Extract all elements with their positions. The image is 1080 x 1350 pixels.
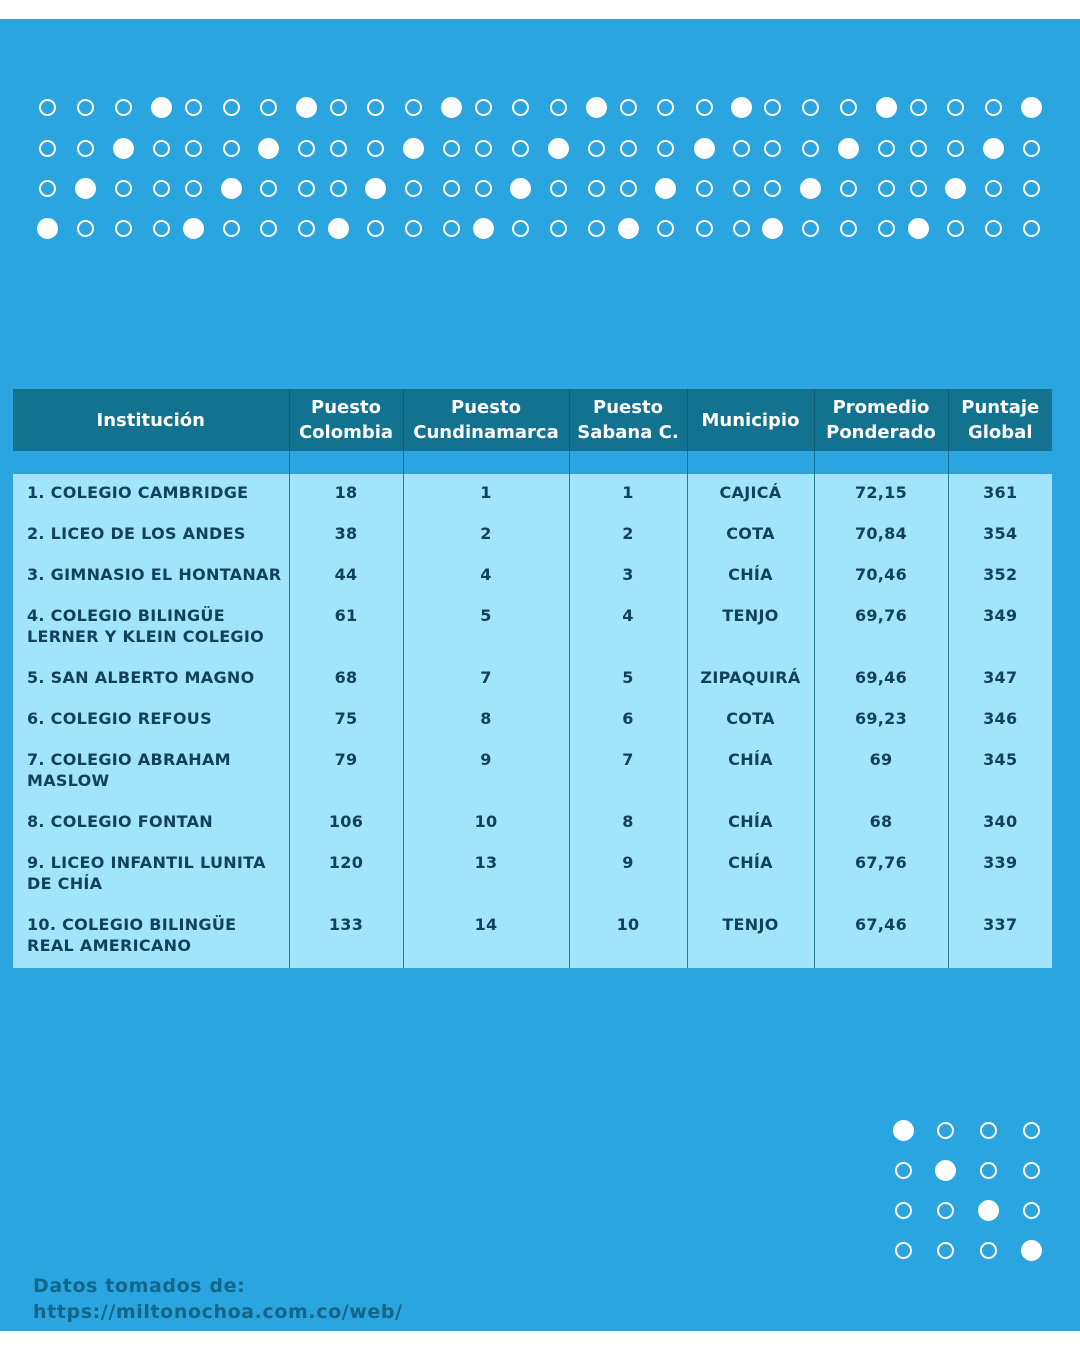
outline-dot xyxy=(1023,1122,1040,1139)
outline-dot xyxy=(405,220,422,237)
cell-municipio: TENJO xyxy=(687,599,814,661)
filled-dot xyxy=(655,178,676,199)
cell-puesto-colombia: 106 xyxy=(289,805,403,846)
outline-dot xyxy=(512,220,529,237)
filled-dot xyxy=(548,138,569,159)
outline-dot xyxy=(802,140,819,157)
filled-dot xyxy=(258,138,279,159)
ranking-table-container xyxy=(13,389,1052,968)
table-row xyxy=(13,702,1052,743)
table-row xyxy=(13,558,1052,599)
cell-puesto-cundinamarca: 5 xyxy=(403,599,569,661)
outline-dot xyxy=(895,1202,912,1219)
outline-dot xyxy=(260,220,277,237)
cell-institucion: 9. LICEO INFANTIL LUNITA DE CHÍA xyxy=(13,846,289,908)
filled-dot xyxy=(731,97,752,118)
outline-dot xyxy=(475,140,492,157)
table-row xyxy=(13,908,1052,968)
filled-dot xyxy=(838,138,859,159)
cell-institucion: 2. LICEO DE LOS ANDES xyxy=(13,517,289,558)
outline-dot xyxy=(115,99,132,116)
cell-municipio: CHÍA xyxy=(687,805,814,846)
cell-puesto-colombia: 75 xyxy=(289,702,403,743)
cell-puesto-cundinamarca: 14 xyxy=(403,908,569,968)
outline-dot xyxy=(1023,140,1040,157)
outline-dot xyxy=(802,220,819,237)
outline-dot xyxy=(588,140,605,157)
outline-dot xyxy=(223,99,240,116)
outline-dot xyxy=(985,220,1002,237)
table-row xyxy=(13,517,1052,558)
filled-dot xyxy=(908,218,929,239)
outline-dot xyxy=(895,1162,912,1179)
outline-dot xyxy=(657,220,674,237)
outline-dot xyxy=(153,220,170,237)
outline-dot xyxy=(443,180,460,197)
filled-dot xyxy=(510,178,531,199)
outline-dot xyxy=(764,140,781,157)
ranking-table xyxy=(13,389,1052,968)
filled-dot xyxy=(37,218,58,239)
cell-institucion: 3. GIMNASIO EL HONTANAR xyxy=(13,558,289,599)
filled-dot xyxy=(113,138,134,159)
cell-puesto-sabana: 3 xyxy=(569,558,687,599)
cell-institucion: 4. COLEGIO BILINGÜE LERNER Y KLEIN COLEGIO xyxy=(13,599,289,661)
cell-puntaje-global: 340 xyxy=(948,805,1052,846)
outline-dot xyxy=(512,140,529,157)
filled-dot xyxy=(945,178,966,199)
filled-dot xyxy=(1021,1240,1042,1261)
outline-dot xyxy=(895,1242,912,1259)
header-municipio: Municipio xyxy=(687,389,814,451)
outline-dot xyxy=(115,180,132,197)
outline-dot xyxy=(980,1122,997,1139)
filled-dot xyxy=(876,97,897,118)
outline-dot xyxy=(405,99,422,116)
outline-dot xyxy=(937,1122,954,1139)
cell-promedio-ponderado: 69,76 xyxy=(814,599,948,661)
cell-promedio-ponderado: 69,46 xyxy=(814,661,948,702)
cell-promedio-ponderado: 67,46 xyxy=(814,908,948,968)
cell-municipio: TENJO xyxy=(687,908,814,968)
cell-puntaje-global: 349 xyxy=(948,599,1052,661)
cell-promedio-ponderado: 70,46 xyxy=(814,558,948,599)
cell-puesto-cundinamarca: 10 xyxy=(403,805,569,846)
outline-dot xyxy=(443,220,460,237)
table-row xyxy=(13,743,1052,805)
filled-dot xyxy=(618,218,639,239)
cell-puesto-colombia: 133 xyxy=(289,908,403,968)
outline-dot xyxy=(39,180,56,197)
source-label: Datos tomados de: xyxy=(33,1275,246,1297)
table-row xyxy=(13,846,1052,908)
outline-dot xyxy=(367,140,384,157)
cell-puesto-colombia: 61 xyxy=(289,599,403,661)
source-url: https://miltonochoa.com.co/web/ xyxy=(33,1301,403,1323)
filled-dot xyxy=(762,218,783,239)
cell-puesto-colombia: 18 xyxy=(289,474,403,517)
cell-puesto-cundinamarca: 7 xyxy=(403,661,569,702)
outline-dot xyxy=(185,140,202,157)
cell-puesto-cundinamarca: 4 xyxy=(403,558,569,599)
outline-dot xyxy=(620,180,637,197)
outline-dot xyxy=(985,99,1002,116)
outline-dot xyxy=(77,220,94,237)
outline-dot xyxy=(840,180,857,197)
outline-dot xyxy=(298,180,315,197)
cell-puntaje-global: 361 xyxy=(948,474,1052,517)
cell-puesto-cundinamarca: 13 xyxy=(403,846,569,908)
cell-institucion: 6. COLEGIO REFOUS xyxy=(13,702,289,743)
filled-dot xyxy=(1021,97,1042,118)
outline-dot xyxy=(980,1242,997,1259)
outline-dot xyxy=(298,220,315,237)
cell-puesto-cundinamarca: 9 xyxy=(403,743,569,805)
outline-dot xyxy=(512,99,529,116)
outline-dot xyxy=(330,180,347,197)
outline-dot xyxy=(1023,220,1040,237)
outline-dot xyxy=(764,99,781,116)
outline-dot xyxy=(733,140,750,157)
filled-dot xyxy=(935,1160,956,1181)
outline-dot xyxy=(840,220,857,237)
filled-dot xyxy=(75,178,96,199)
cell-promedio-ponderado: 69 xyxy=(814,743,948,805)
outline-dot xyxy=(696,220,713,237)
filled-dot xyxy=(403,138,424,159)
outline-dot xyxy=(840,99,857,116)
header-puesto-cundinamarca: Puesto Cundinamarca xyxy=(403,389,569,451)
outline-dot xyxy=(115,220,132,237)
outline-dot xyxy=(1023,1162,1040,1179)
outline-dot xyxy=(77,99,94,116)
outline-dot xyxy=(985,180,1002,197)
outline-dot xyxy=(947,99,964,116)
cell-municipio: CHÍA xyxy=(687,743,814,805)
outline-dot xyxy=(733,220,750,237)
cell-institucion: 10. COLEGIO BILINGÜE REAL AMERICANO xyxy=(13,908,289,968)
cell-puesto-sabana: 9 xyxy=(569,846,687,908)
outline-dot xyxy=(1023,180,1040,197)
filled-dot xyxy=(893,1120,914,1141)
cell-puesto-cundinamarca: 2 xyxy=(403,517,569,558)
table-row xyxy=(13,661,1052,702)
cell-municipio: CAJICÁ xyxy=(687,474,814,517)
table-header-row xyxy=(13,389,1052,451)
cell-puntaje-global: 339 xyxy=(948,846,1052,908)
outline-dot xyxy=(910,180,927,197)
header-institucion: Institución xyxy=(13,389,289,451)
filled-dot xyxy=(473,218,494,239)
outline-dot xyxy=(330,99,347,116)
outline-dot xyxy=(475,99,492,116)
outline-dot xyxy=(475,180,492,197)
cell-puesto-sabana: 2 xyxy=(569,517,687,558)
cell-institucion: 5. SAN ALBERTO MAGNO xyxy=(13,661,289,702)
table-row xyxy=(13,474,1052,517)
outline-dot xyxy=(185,180,202,197)
outline-dot xyxy=(550,99,567,116)
outline-dot xyxy=(153,180,170,197)
cell-promedio-ponderado: 70,84 xyxy=(814,517,948,558)
filled-dot xyxy=(800,178,821,199)
cell-puesto-colombia: 38 xyxy=(289,517,403,558)
cell-promedio-ponderado: 72,15 xyxy=(814,474,948,517)
cell-puesto-sabana: 5 xyxy=(569,661,687,702)
header-puesto-colombia: Puesto Colombia xyxy=(289,389,403,451)
outline-dot xyxy=(550,180,567,197)
cell-promedio-ponderado: 67,76 xyxy=(814,846,948,908)
outline-dot xyxy=(1023,1202,1040,1219)
outline-dot xyxy=(260,180,277,197)
cell-puesto-sabana: 4 xyxy=(569,599,687,661)
outline-dot xyxy=(77,140,94,157)
filled-dot xyxy=(221,178,242,199)
cell-puntaje-global: 354 xyxy=(948,517,1052,558)
outline-dot xyxy=(802,99,819,116)
outline-dot xyxy=(980,1162,997,1179)
outline-dot xyxy=(910,99,927,116)
cell-puesto-colombia: 44 xyxy=(289,558,403,599)
source-note xyxy=(33,1273,403,1325)
outline-dot xyxy=(878,220,895,237)
outline-dot xyxy=(223,140,240,157)
cell-puesto-sabana: 7 xyxy=(569,743,687,805)
outline-dot xyxy=(696,99,713,116)
outline-dot xyxy=(878,140,895,157)
cell-puesto-sabana: 1 xyxy=(569,474,687,517)
outline-dot xyxy=(330,140,347,157)
table-body xyxy=(13,451,1052,968)
cell-promedio-ponderado: 68 xyxy=(814,805,948,846)
outline-dot xyxy=(367,220,384,237)
outline-dot xyxy=(260,99,277,116)
outline-dot xyxy=(223,220,240,237)
header-puntaje-global: Puntaje Global xyxy=(948,389,1052,451)
outline-dot xyxy=(443,140,460,157)
header-spacer-row xyxy=(13,451,1052,474)
outline-dot xyxy=(298,140,315,157)
outline-dot xyxy=(185,99,202,116)
outline-dot xyxy=(947,220,964,237)
cell-institucion: 8. COLEGIO FONTAN xyxy=(13,805,289,846)
header-puesto-sabana: Puesto Sabana C. xyxy=(569,389,687,451)
cell-promedio-ponderado: 69,23 xyxy=(814,702,948,743)
filled-dot xyxy=(328,218,349,239)
outline-dot xyxy=(947,140,964,157)
cell-puntaje-global: 347 xyxy=(948,661,1052,702)
table-row xyxy=(13,805,1052,846)
cell-municipio: COTA xyxy=(687,702,814,743)
cell-puesto-colombia: 120 xyxy=(289,846,403,908)
header-promedio-ponderado: Promedio Ponderado xyxy=(814,389,948,451)
outline-dot xyxy=(937,1202,954,1219)
cell-puntaje-global: 352 xyxy=(948,558,1052,599)
cell-puesto-sabana: 8 xyxy=(569,805,687,846)
cell-municipio: COTA xyxy=(687,517,814,558)
outline-dot xyxy=(620,99,637,116)
filled-dot xyxy=(151,97,172,118)
filled-dot xyxy=(983,138,1004,159)
outline-dot xyxy=(588,180,605,197)
filled-dot xyxy=(694,138,715,159)
cell-municipio: ZIPAQUIRÁ xyxy=(687,661,814,702)
outline-dot xyxy=(550,220,567,237)
outline-dot xyxy=(733,180,750,197)
cell-municipio: CHÍA xyxy=(687,558,814,599)
cell-municipio: CHÍA xyxy=(687,846,814,908)
outline-dot xyxy=(588,220,605,237)
cell-puesto-cundinamarca: 1 xyxy=(403,474,569,517)
cell-puesto-cundinamarca: 8 xyxy=(403,702,569,743)
outline-dot xyxy=(696,180,713,197)
outline-dot xyxy=(910,140,927,157)
outline-dot xyxy=(657,99,674,116)
cell-puntaje-global: 346 xyxy=(948,702,1052,743)
outline-dot xyxy=(878,180,895,197)
filled-dot xyxy=(183,218,204,239)
cell-puesto-sabana: 6 xyxy=(569,702,687,743)
cell-puesto-sabana: 10 xyxy=(569,908,687,968)
cell-puntaje-global: 345 xyxy=(948,743,1052,805)
outline-dot xyxy=(367,99,384,116)
table-row xyxy=(13,599,1052,661)
cell-puesto-colombia: 79 xyxy=(289,743,403,805)
outline-dot xyxy=(764,180,781,197)
outline-dot xyxy=(39,140,56,157)
outline-dot xyxy=(405,180,422,197)
filled-dot xyxy=(441,97,462,118)
outline-dot xyxy=(153,140,170,157)
cell-puesto-colombia: 68 xyxy=(289,661,403,702)
filled-dot xyxy=(978,1200,999,1221)
filled-dot xyxy=(365,178,386,199)
cell-puntaje-global: 337 xyxy=(948,908,1052,968)
filled-dot xyxy=(586,97,607,118)
cell-institucion: 7. COLEGIO ABRAHAM MASLOW xyxy=(13,743,289,805)
outline-dot xyxy=(39,99,56,116)
outline-dot xyxy=(657,140,674,157)
filled-dot xyxy=(296,97,317,118)
cell-institucion: 1. COLEGIO CAMBRIDGE xyxy=(13,474,289,517)
outline-dot xyxy=(937,1242,954,1259)
outline-dot xyxy=(620,140,637,157)
